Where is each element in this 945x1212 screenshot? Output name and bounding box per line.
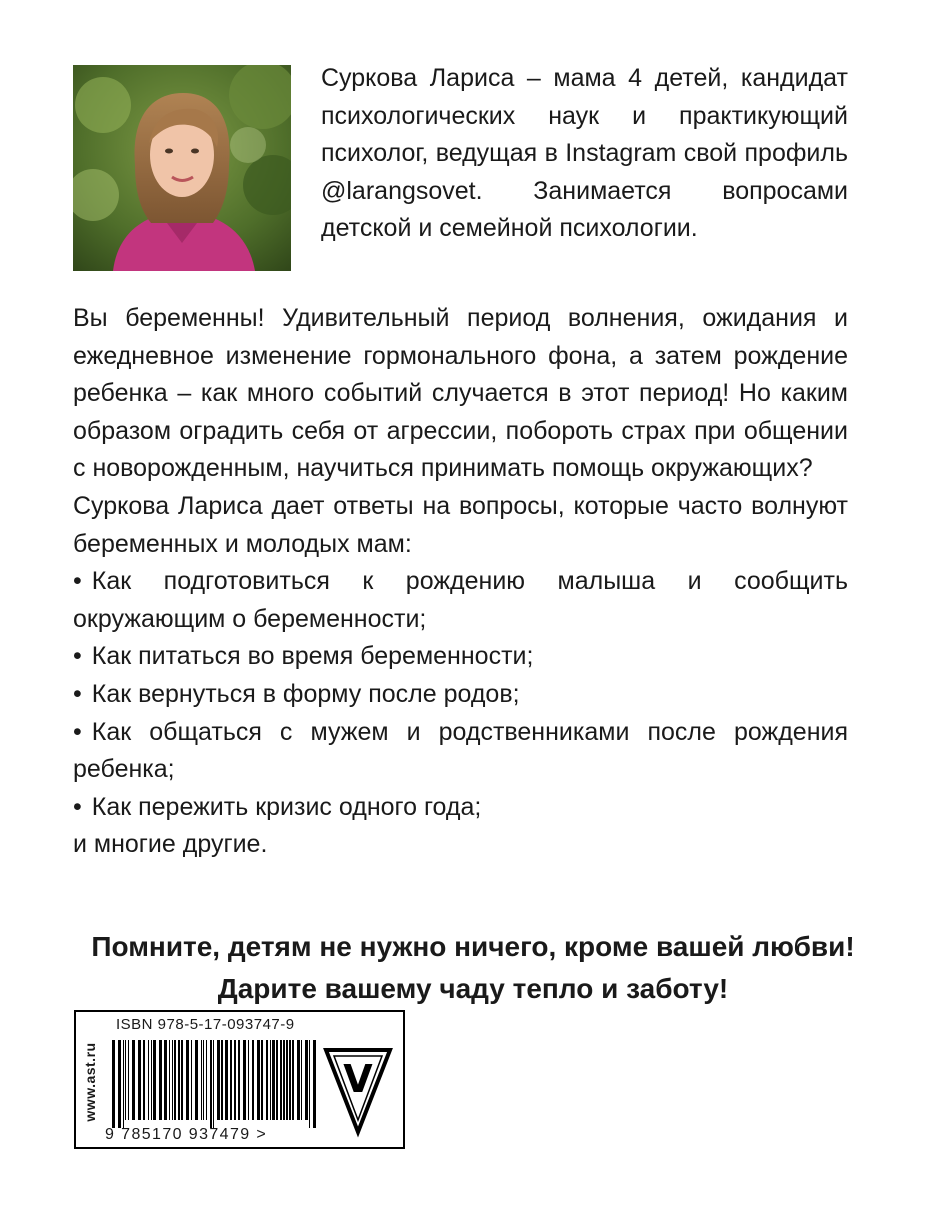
barcode-bar xyxy=(148,1040,149,1120)
bullet-icon: • xyxy=(73,792,82,821)
barcode-bar xyxy=(217,1040,220,1120)
barcode-bar xyxy=(283,1040,285,1120)
closing-line: и многие другие. xyxy=(73,830,268,859)
topics-list xyxy=(73,563,848,826)
answers-paragraph: Суркова Лариса дает ответы на вопросы, которые часто волнуют беременных и молодых мам: xyxy=(73,491,848,558)
barcode xyxy=(108,1040,320,1128)
annotation xyxy=(73,300,848,864)
barcode-bar xyxy=(270,1040,271,1120)
barcode-bar xyxy=(143,1040,145,1120)
barcode-bar xyxy=(309,1040,310,1128)
publisher-site-text: www.ast.ru xyxy=(82,1041,98,1122)
intro-paragraph: Вы беременны! Удивительный период волнения, ожидания и ежедневное изменение гормонального фона, а затем рождение ребенка – как много событий случается в этот период! Но каким образом оградить себя от агрессии, побороть страх при общении с новорожденным, научиться принимать помощь окружающих? xyxy=(73,304,848,483)
barcode-bar xyxy=(292,1040,294,1120)
barcode-bar xyxy=(225,1040,228,1120)
barcode-bar xyxy=(289,1040,291,1120)
barcode-bar xyxy=(297,1040,300,1120)
barcode-bar xyxy=(191,1040,192,1120)
barcode-bar xyxy=(203,1040,204,1120)
barcode-bar xyxy=(230,1040,232,1120)
barcode-bar xyxy=(266,1040,268,1120)
barcode-bar xyxy=(257,1040,260,1120)
barcode-bar xyxy=(272,1040,275,1120)
barcode-bar xyxy=(276,1040,278,1120)
barcode-bar xyxy=(195,1040,198,1120)
barcode-bar xyxy=(248,1040,249,1120)
list-item-text: Как питаться во время беременности; xyxy=(91,642,534,671)
list-item-text: Как подготовиться к рождению малыша и сообщить окружающим о беременности; xyxy=(73,567,848,633)
barcode-bar xyxy=(178,1040,180,1120)
barcode-bar xyxy=(280,1040,282,1120)
barcode-bar xyxy=(286,1040,288,1120)
isbn-block xyxy=(74,1010,405,1149)
barcode-bar xyxy=(112,1040,115,1128)
barcode-bar xyxy=(213,1040,214,1128)
list-item xyxy=(73,789,848,827)
list-item-text: Как вернуться в форму после родов; xyxy=(91,679,520,708)
author-bio: Суркова Лариса – мама 4 детей, кандидат психологических наук и практикующий психолог, ведущая в Instagram свой профиль @larangsovet. Занимается вопросами детской и семейной психологии. xyxy=(321,64,848,243)
barcode-bar xyxy=(123,1040,124,1128)
barcode-bar xyxy=(132,1040,135,1120)
barcode-bar xyxy=(164,1040,167,1120)
barcode-bar xyxy=(221,1040,223,1120)
slogan: Помните, детям не нужно ничего, кроме вашей любви! Дарите вашему чаду тепло и заботу! xyxy=(91,931,855,1004)
barcode-bar xyxy=(153,1040,156,1120)
barcode-bar xyxy=(151,1040,152,1120)
barcode-bar xyxy=(238,1040,240,1120)
barcode-bar xyxy=(210,1040,212,1128)
isbn-label: ISBN 978-5-17-093747-9 xyxy=(116,1016,295,1033)
bullet-icon: • xyxy=(73,642,82,671)
barcode-bar xyxy=(301,1040,302,1120)
bullet-icon: • xyxy=(73,567,82,596)
barcode-bar xyxy=(138,1040,141,1120)
list-item xyxy=(73,714,848,789)
age-rating-badge xyxy=(323,1042,393,1138)
list-item-text: Как общаться с мужем и родственниками после рождения ребенка; xyxy=(73,717,848,784)
barcode-bar xyxy=(125,1040,126,1120)
list-item xyxy=(73,638,848,676)
barcode-digits: 9 785170 937479 > xyxy=(105,1126,268,1143)
barcode-bar xyxy=(313,1040,316,1128)
barcode-bar xyxy=(201,1040,202,1120)
list-item xyxy=(73,563,848,638)
barcode-bar xyxy=(206,1040,207,1120)
author-photo xyxy=(73,65,291,271)
barcode-bar xyxy=(159,1040,162,1120)
barcode-bar xyxy=(181,1040,183,1120)
list-item xyxy=(73,676,848,714)
barcode-bar xyxy=(169,1040,170,1120)
barcode-bar xyxy=(243,1040,246,1120)
barcode-bar xyxy=(172,1040,173,1120)
barcode-bar xyxy=(128,1040,129,1120)
publisher-site xyxy=(80,1016,100,1147)
barcode-bar xyxy=(174,1040,176,1120)
barcode-bar xyxy=(118,1040,121,1128)
age-mark: V xyxy=(343,1057,373,1101)
barcode-bar xyxy=(252,1040,254,1120)
bullet-icon: • xyxy=(73,679,82,708)
barcode-bar xyxy=(305,1040,308,1120)
bullet-icon: • xyxy=(73,717,82,746)
list-item-text: Как пережить кризис одного года; xyxy=(91,792,482,821)
barcode-bar xyxy=(261,1040,263,1120)
barcode-bar xyxy=(186,1040,189,1120)
barcode-bar xyxy=(234,1040,236,1120)
